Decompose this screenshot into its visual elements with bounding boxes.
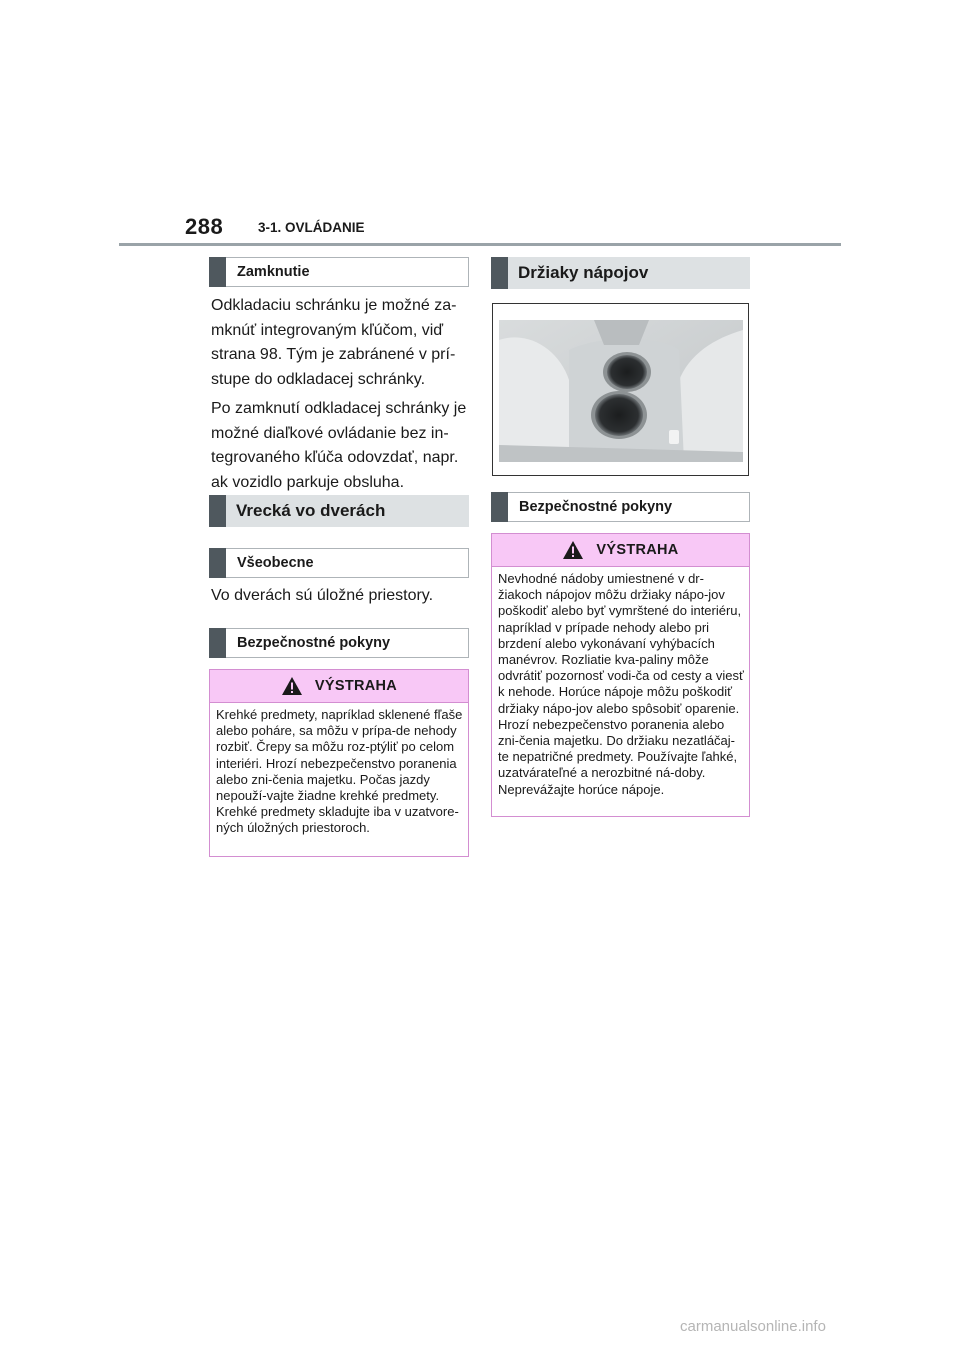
section-bar [209, 548, 226, 578]
section-vrecka [209, 495, 469, 527]
warning-label: VÝSTRAHA [596, 542, 679, 558]
paragraph: Po zamknutí odkladacej schránky je možné diaľkové ovládanie bez in-tegrovaného kľúča odovzdať, napr. ak vozidlo parkuje obsluha. [211, 400, 467, 491]
section-bar [491, 492, 508, 522]
section-bar [209, 628, 226, 658]
section-bar [209, 257, 226, 287]
warning-box-right [491, 533, 750, 817]
paragraph: Odkladaciu schránku je možné za-mknúť integrovaným kľúčom, viď strana 98. Tým je zabránené v prí-stupe do odkladacej schránky. [211, 297, 457, 388]
warning-header [492, 534, 749, 567]
section-zamknutie [209, 257, 469, 287]
warning-header [210, 670, 468, 703]
subsection-title: Všeobecne [237, 555, 314, 571]
zamknutie-body [211, 294, 469, 500]
warning-text: Nevhodné nádoby umiestnené v dr-žiakoch nápojov môžu držiaky nápo-jov poškodiť alebo byť vymrštené do interiéru, napríklad v prípade nehody alebo pri brzdení alebo vykonávaní vyhýbacích manévrov. Rozliatie kva-paliny môže odvrátiť pozornosť vodi-ča od cesty a viesť k nehode. Horúce nápoje môžu poškodiť držiaky nápo-jov alebo spôsobiť oparenie. Hrozí nebezpečenstvo poranenia alebo zni-čenia majetku. Do držiaku nezatláčaj-te nepatričné predmety. Používajte ľahké, uzatvárateľné a nerozbitné ná-doby. Neprevážajte horúce nápoje. [498, 571, 744, 797]
section-drziaky [491, 257, 750, 289]
vrecka-body [211, 584, 469, 614]
section-title: Vrecká vo dverách [236, 501, 386, 520]
section-bar [491, 257, 508, 289]
warning-box-left [209, 669, 469, 857]
section-title: Držiaky nápojov [518, 263, 649, 282]
page-number: 288 [185, 214, 224, 239]
header-divider [119, 243, 841, 246]
paragraph: Vo dverách sú úložné priestory. [211, 587, 434, 604]
cupholder-illustration [499, 320, 743, 462]
section-bar [209, 495, 226, 527]
warning-text: Krehké predmety, napríklad sklenené fľaše alebo poháre, sa môžu v prípa-de nehody rozbiť. Črepy sa môžu roz-ptýliť po celom interiéri. Hrozí nebezpečenstvo poranenia alebo zni-čenia majetku. Počas jazdy nepouží-vajte žiadne krehké predmety. Krehké predmety skladujte iba v uzatvore-ných úložných priestoroch. [216, 707, 463, 836]
warning-triangle-icon [281, 676, 303, 696]
section-title: Zamknutie [237, 264, 310, 280]
subsection-bezpecnost-left [209, 628, 469, 658]
subsection-vseobecne [209, 548, 469, 578]
warning-label: VÝSTRAHA [314, 678, 398, 694]
chapter-title: 3-1. OVLÁDANIE [258, 220, 365, 235]
subsection-title: Bezpečnostné pokyny [519, 499, 673, 515]
subsection-bezpecnost-right [491, 492, 750, 522]
cupholder-photo [492, 303, 749, 476]
subsection-title: Bezpečnostné pokyny [237, 635, 391, 651]
watermark: carmanualsonline.info [680, 1318, 826, 1335]
warning-triangle-icon [562, 540, 584, 560]
